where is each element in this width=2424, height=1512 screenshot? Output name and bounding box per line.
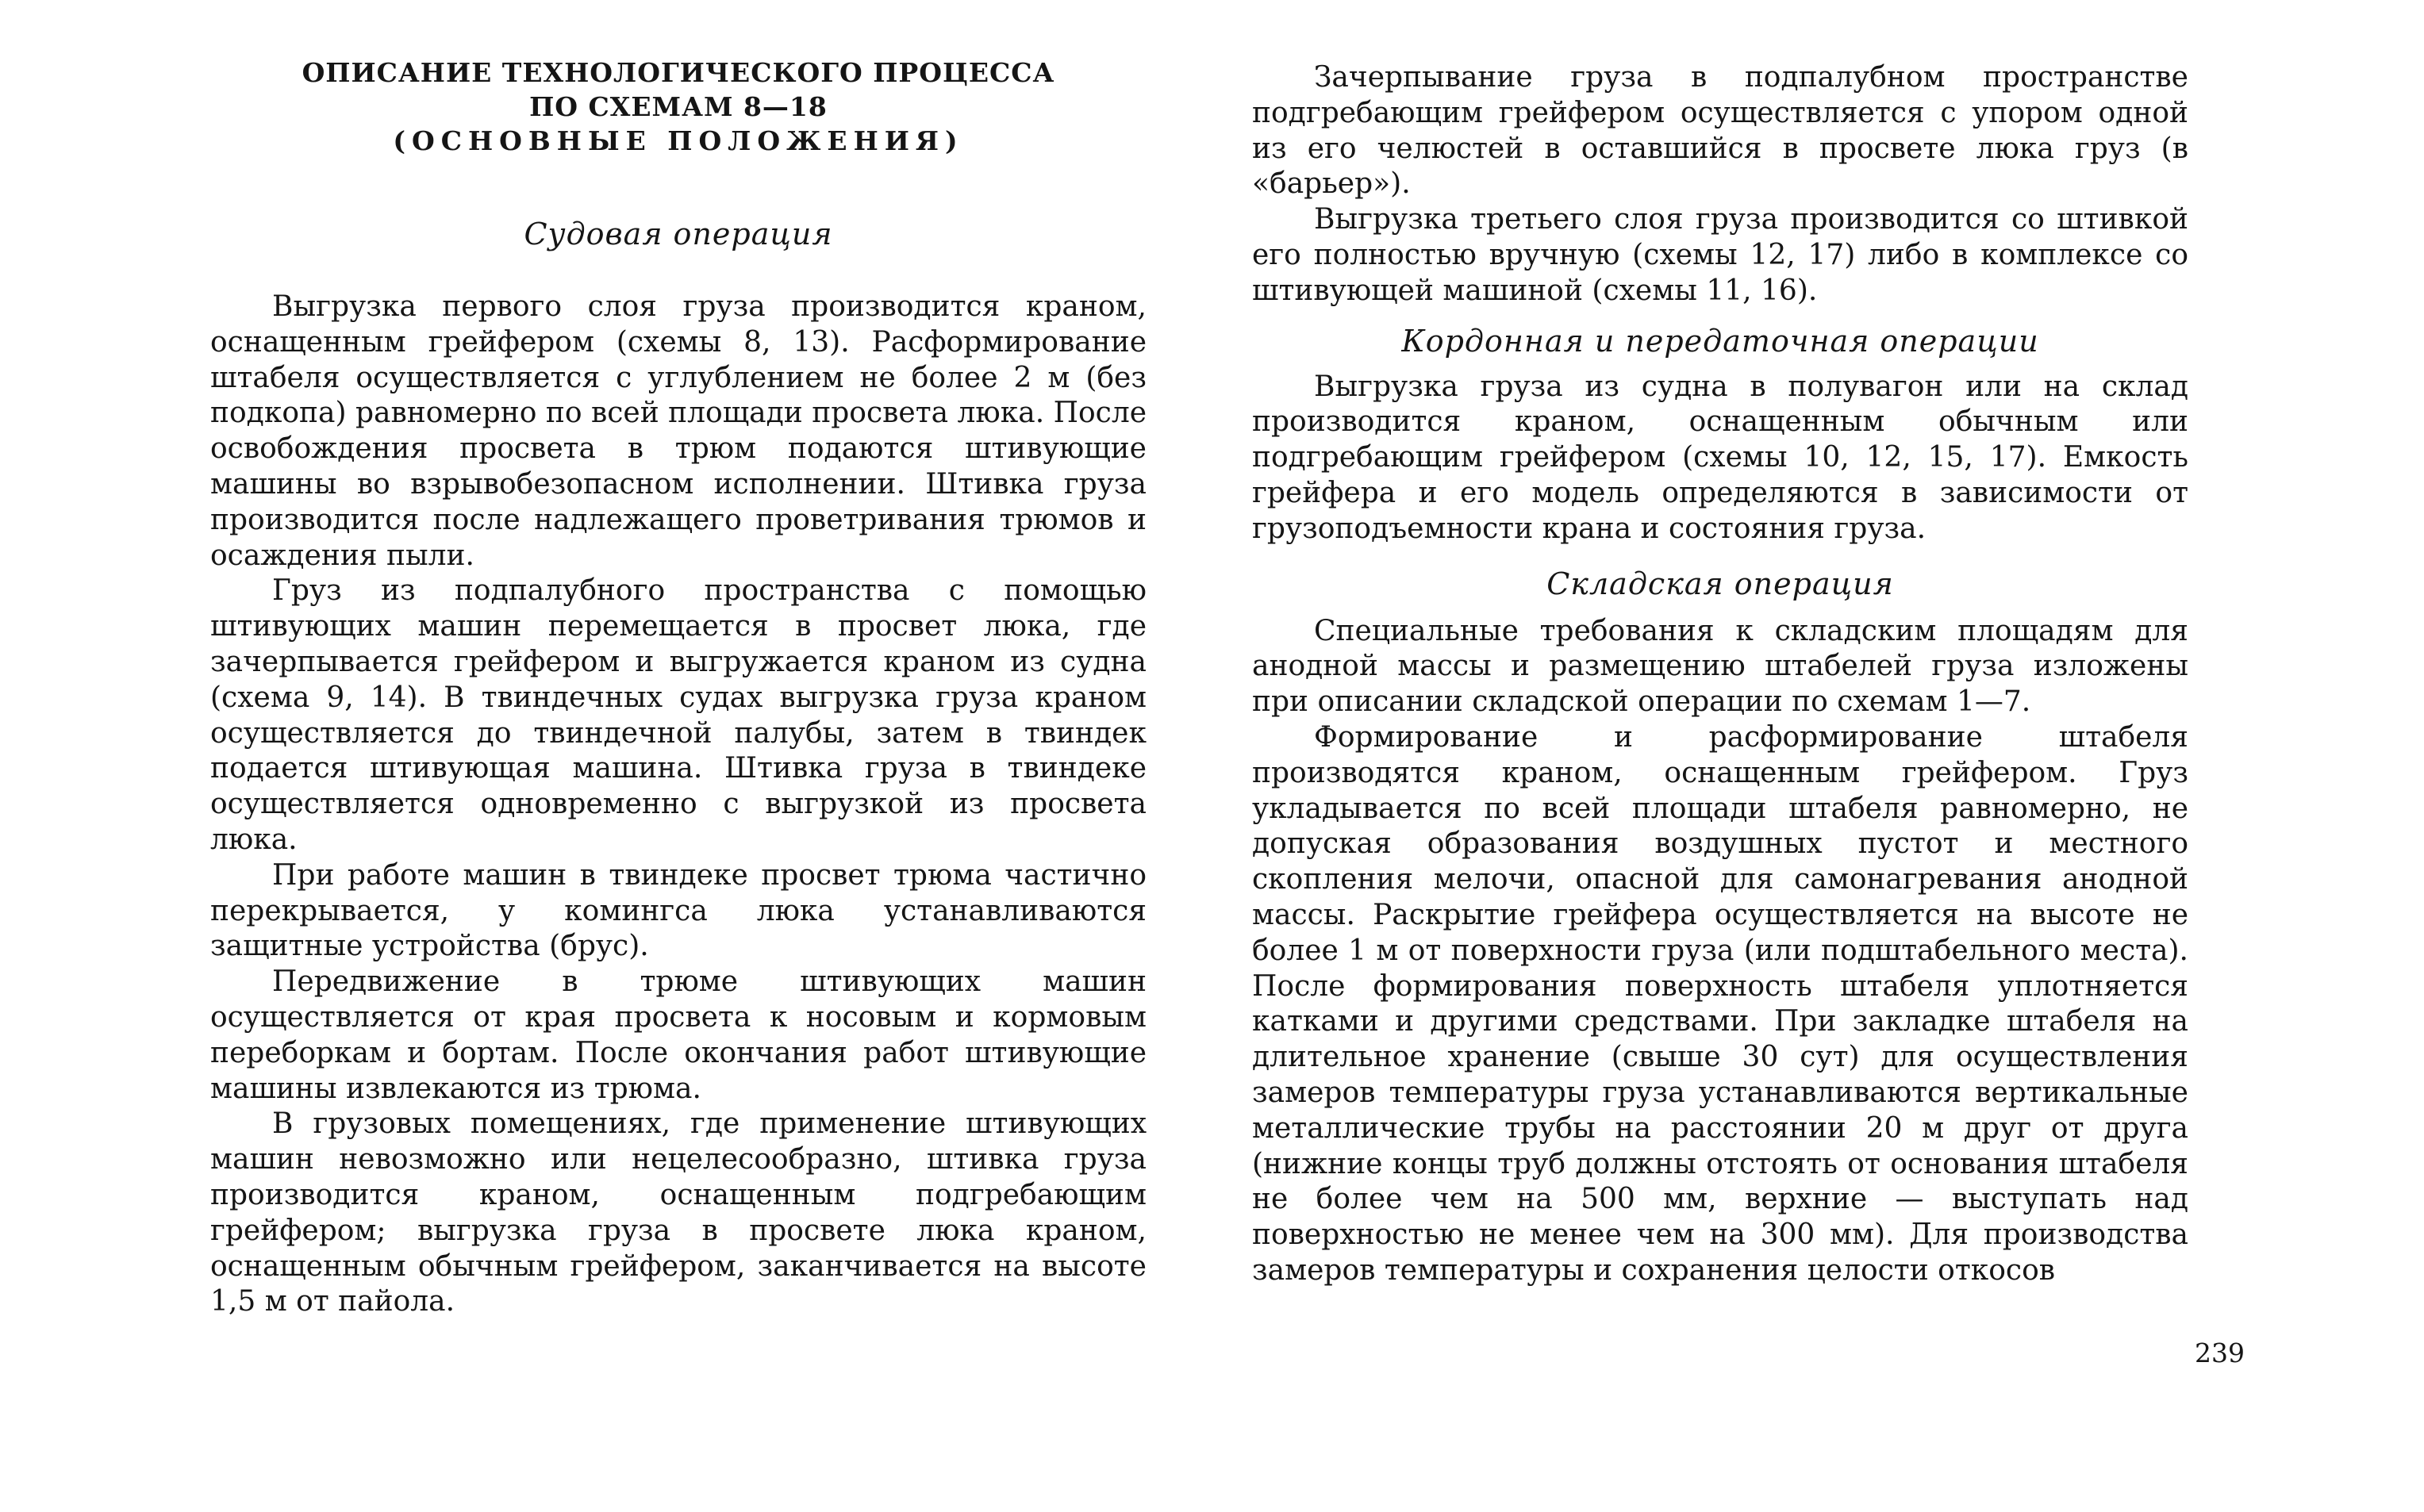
left-column (210, 0, 1147, 1320)
title-line-2: ПО СХЕМАМ 8—18 (529, 91, 828, 122)
paragraph: Передвижение в трюме штивующих машин осуществляется от края просвета к носовым и кормовым переборкам и бортам. После окончания работ штивующие машины извлекаются из трюма. (210, 965, 1147, 1105)
paragraph: Формирование и расформирование штабеля производятся краном, оснащенным грейфером. Груз укладывается по всей площади штабеля равномерно, не допуская образования воздушных пустот и местного скопления мелочи, опасной для самонагревания анодной массы. Раскрытие грейфера осуществляется на высоте не более 1 м от поверхности груза (или подштабельного места). После формирования поверхность штабеля уплотняется катками и другими средствами. При закладке штабеля на длительное хранение (свыше 30 сут) для осуществления замеров температуры груза устанавливаются вертикальные металлические трубы на расстоянии 20 м друг от друга (нижние концы труб должны отстоять от основания штабеля не более чем на 500 мм, верхние — выступать над поверхностью не менее чем на 300 мм). Для производства замеров температуры и сохранения целости откосов (1252, 720, 2188, 1287)
paragraph: При работе машин в твиндеке просвет трюма частично перекрывается, у комингса люка устанавливаются защитные устройства (брус). (210, 858, 1147, 963)
paragraph: Выгрузка груза из судна в полувагон или на склад производится краном, оснащенным обычным или подгребающим грейфером (схемы 10, 12, 15, 17). Емкость грейфера и его модель определяются в зависимости от грузоподъемности крана и состояния груза. (1252, 370, 2188, 545)
paragraph: Специальные требования к складским площадям для анодной массы и размещению штабелей груза изложены при описании складской операции по схемам 1—7. (1252, 614, 2188, 719)
title-line-1: ОПИСАНИЕ ТЕХНОЛОГИЧЕСКОГО ПРОЦЕССА (302, 57, 1055, 88)
page-number: 239 (2195, 1337, 2245, 1368)
section-heading-cordon-operation: Кордонная и передаточная операции (1401, 323, 2039, 359)
paragraph: Выгрузка третьего слоя груза производится со штивкой его полностью вручную (схемы 12, 17) либо в комплексе со штивующей машиной (схемы 11, 16). (1252, 203, 2188, 307)
paragraph: Груз из подпалубного пространства с помощью штивующих машин перемещается в просвет люка, где зачерпывается грейфером и выгружается краном из судна (схема 9, 14). В твиндечных судах выгрузка груза краном осуществляется до твиндечной палубы, затем в твиндек подается штивующая машина. Штивка груза в твиндеке осуществляется одновременно с выгрузкой из просвета люка. (210, 574, 1147, 856)
section-heading-warehouse-operation: Складская операция (1546, 566, 1894, 601)
paragraph: В грузовых помещениях, где применение штивующих машин невозможно или нецелесообразно, штивка груза производится краном, оснащенным подгребающим грейфером; выгрузка груза в просвете люка краном, оснащенным обычным грейфером, заканчивается на высоте 1,5 м от пайола. (210, 1107, 1147, 1318)
title-line-3: (ОСНОВНЫЕ ПОЛОЖЕНИЯ) (393, 125, 964, 156)
paragraph: Зачерпывание груза в подпалубном пространстве подгребающим грейфером осуществляется с упором одной из его челюстей в оставшийся в просвете люка груз (в «барьер»). (1252, 61, 2188, 201)
right-column (1252, 0, 2188, 1289)
chapter-title (210, 56, 1147, 158)
paragraph: Выгрузка первого слоя груза производится краном, оснащенным грейфером (схемы 8, 13). Расформирование штабеля осуществляется с углублением не более 2 м (без подкопа) равномерно по всей площади просвета люка. После освобождения просвета в трюм подаются штивующие машины во взрывобезопасном исполнении. Штивка груза производится после надлежащего проветривания трюмов и осаждения пыли. (210, 290, 1147, 572)
section-heading-ship-operation: Судовая операция (524, 217, 833, 251)
